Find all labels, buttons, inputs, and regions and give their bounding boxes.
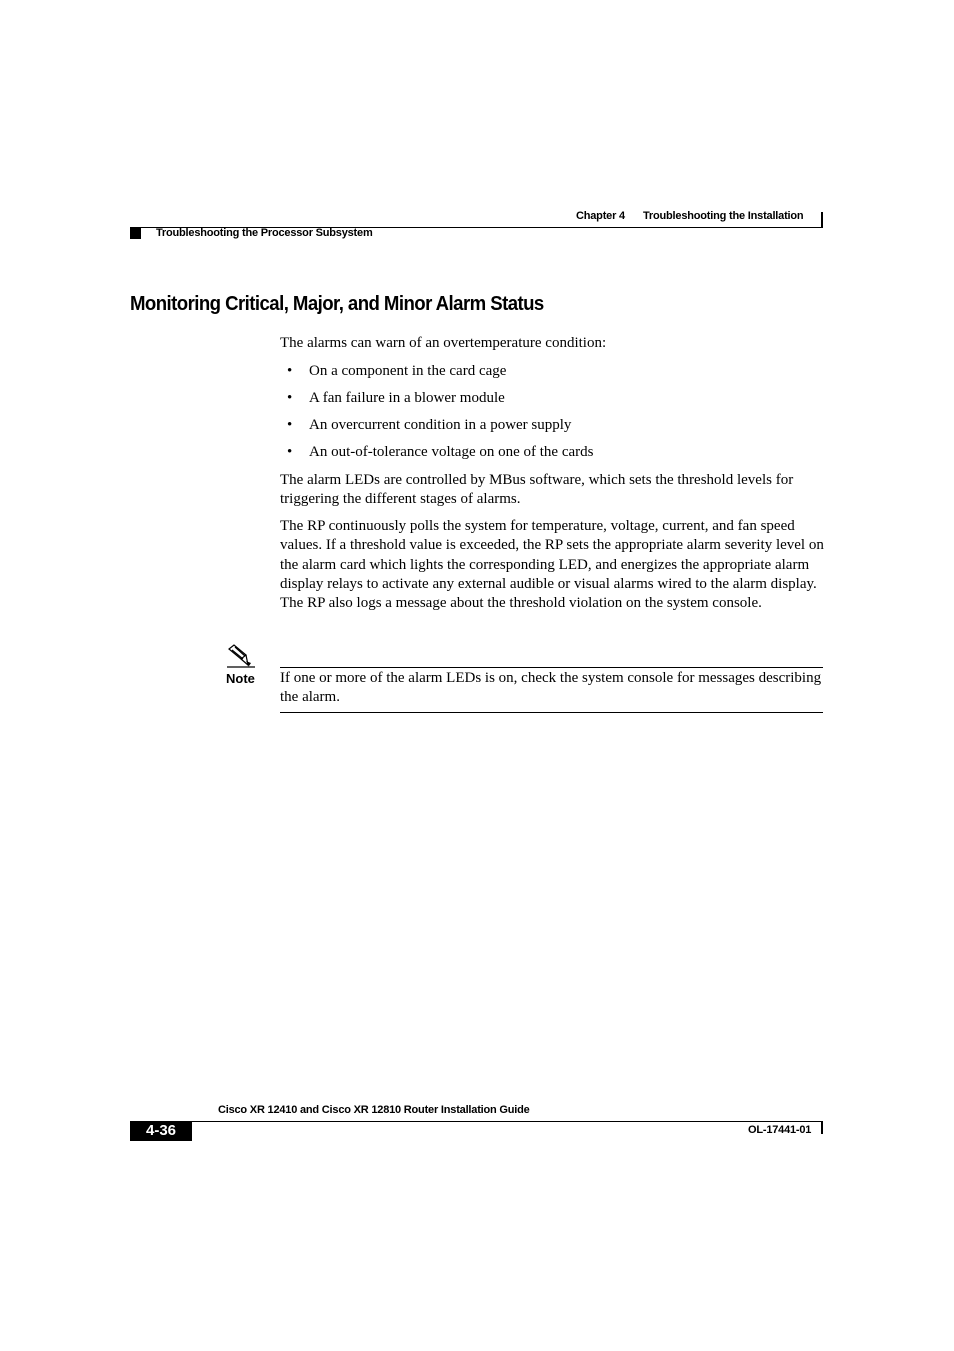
note-text: If one or more of the alarm LEDs is on, check the system console for messages describing the alarm. (280, 670, 822, 706)
page-heading: Monitoring Critical, Major, and Minor Alarm Status (130, 293, 544, 315)
guide-title: Cisco XR 12410 and Cisco XR 12810 Router Installation Guide (218, 1104, 530, 1116)
section-title: Troubleshooting the Processor Subsystem (156, 227, 373, 239)
mbus-paragraph: The alarm LEDs are controlled by MBus software, which sets the threshold levels for triggering the different stages of alarms. (280, 472, 794, 508)
rp-polling-paragraph: The RP continuously polls the system for temperature, voltage, current, and fan speed values. If a threshold value is exceeded, the RP sets the appropriate alarm severity level on the alarm card which lights the corresponding LED, and energizes the appropriate alarm display relays to activate any external audible or visual alarms wired to the alarm display. The RP also logs a message about the threshold violation on the system console. (280, 518, 824, 612)
pencil-note-icon (226, 643, 256, 669)
header-square-marker (130, 228, 141, 239)
list-item (280, 443, 825, 470)
bullet-icon: • (287, 417, 293, 433)
doc-number: OL-17441-01 (748, 1124, 812, 1136)
list-item (280, 416, 825, 443)
list-item-text: On a component in the card cage (309, 363, 507, 379)
note-bottom-rule (280, 712, 823, 713)
list-item-text: A fan failure in a blower module (309, 390, 505, 406)
footer-tick-mark (821, 1122, 823, 1134)
note-top-rule (280, 667, 823, 668)
footer-rule (192, 1121, 823, 1122)
note-label: Note (226, 671, 255, 686)
page-number: 4-36 (130, 1121, 192, 1141)
list-item (280, 362, 825, 389)
chapter-title: Troubleshooting the Installation (643, 210, 804, 222)
intro-paragraph: The alarms can warn of an overtemperature condition: (280, 335, 607, 351)
list-item (280, 389, 825, 416)
bullet-icon: • (287, 444, 293, 460)
chapter-label: Chapter 4 (576, 210, 625, 222)
condition-list (280, 362, 825, 470)
header-tick-mark (821, 212, 823, 228)
list-item-text: An out-of-tolerance voltage on one of the cards (309, 444, 594, 460)
list-item-text: An overcurrent condition in a power supply (309, 417, 572, 433)
bullet-icon: • (287, 363, 293, 379)
bullet-icon: • (287, 390, 293, 406)
